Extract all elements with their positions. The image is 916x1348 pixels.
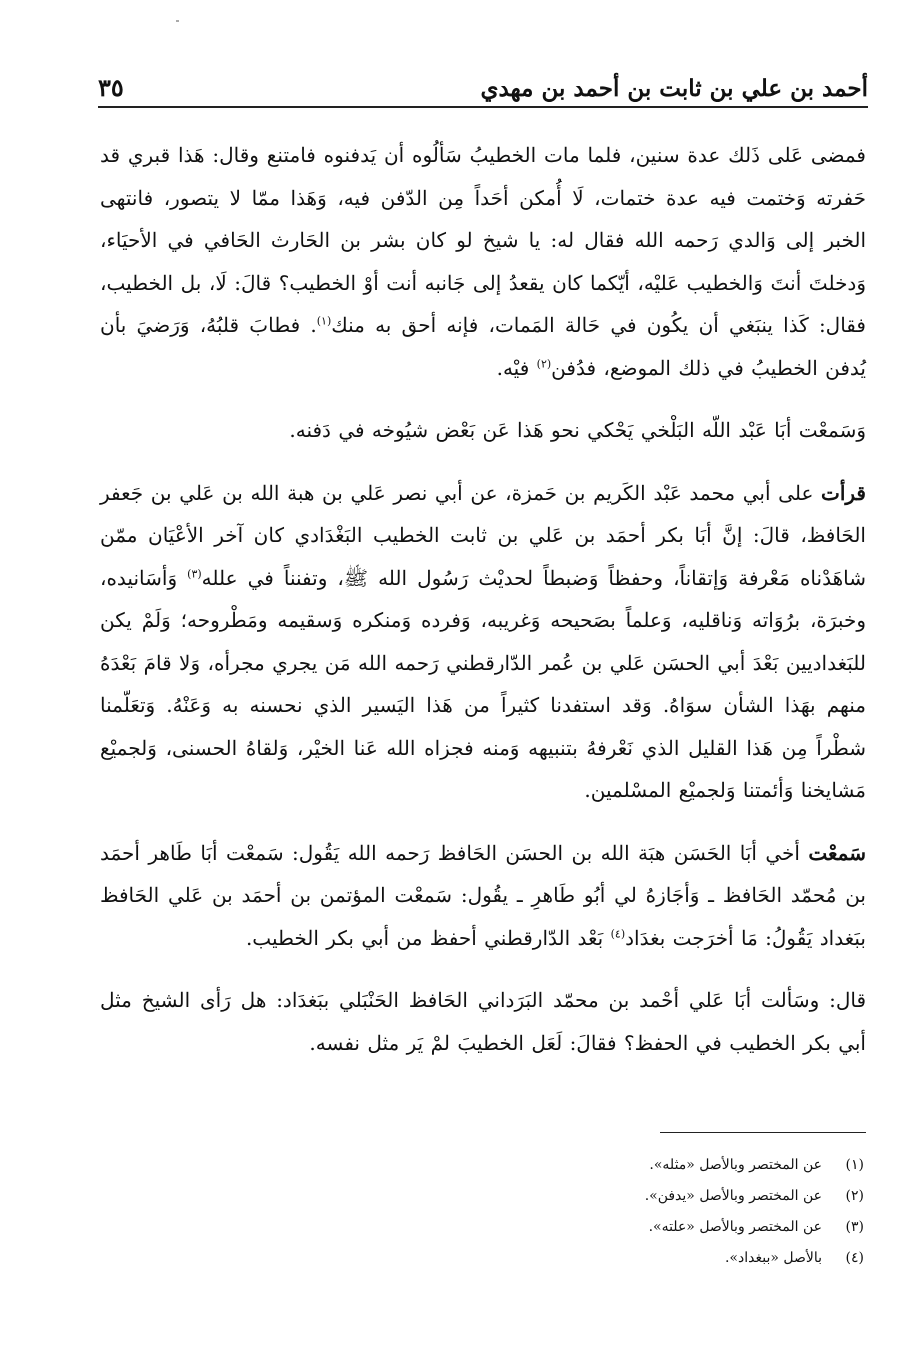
footnote-number: (٣) <box>845 1219 864 1235</box>
footnote-ref-4[interactable]: (٤) <box>610 926 626 940</box>
footnote-rule <box>660 1132 866 1133</box>
footnote-number: (١) <box>845 1157 864 1173</box>
paragraph-3 <box>100 472 866 812</box>
footnote-ref-1[interactable]: (١) <box>316 314 332 328</box>
footnote-1 <box>300 1150 864 1181</box>
footnote-text: عن المختصر وبالأصل «مثله». <box>649 1157 822 1173</box>
footnote-ref-3[interactable]: (٣) <box>187 566 202 580</box>
footnote-ref-2[interactable]: (٢) <box>536 356 552 370</box>
paragraph-text: أخي أبَا الحَسَن هبَة الله بن الحسَن الحَافظ رَحمه الله يَقُول: سَمعْت أبَا طَاهر أحمَد بن مُحمّد الحَافظ ـ وَأجَازهُ لي أبُو طَاهرِ ـ يقُول: سَمعْت المؤتمن بن أحمَد بن عَلي الحَافظ ببَغداد يَقُولُ: مَا أخرَجت بغدَاد <box>100 840 866 950</box>
running-title: أحمد بن علي بن ثابت بن أحمد بن مهدي <box>480 75 868 102</box>
paragraph-text: فمضى عَلى ذَلك عدة سنين، فلما مات الخطيبُ سَألُوه أن يَدفنوه فامتنع وقال: هَذا قبري قد حَفرته وَختمت فيه عدة ختمات، لَا أُمكن أحَداً مِن الدّفن فيه، وَهَذا ممّا لا يتصور، فانتهى الخبر إلى وَالدي رَحمه الله فقال له: يا شيخ لو كان بشر بن الحَارث الحَافي في الأحيَاء، وَدخلتَ أنتَ وَالخطيب عَليْه، أيّكما كان يقعدُ إلى جَانبه أنت أوْ الخطيب؟ قالَ: لَا، بل الخطيب، فقال: كَذا ينبَغي أن يكُون في حَالة المَمات، فإنه أحق به منك <box>100 143 866 337</box>
footnote-text: عن المختصر وبالأصل «علته». <box>648 1219 822 1235</box>
footnote-number: (٤) <box>845 1250 864 1266</box>
paragraph-text: وَأسَانيده، وخبرَة، برُوَاته وَناقليه، وَعلماً بصَحيحه وَغريبه، وَفرده وَمنكره وَسقيمه ومَطْروحه؛ وَلَمْ يكن للبَغداديين بَعْدَ أبي الحسَن عَلي بن عُمر الدّارقطني رَحمه الله مَن يجري مجرأه، وَلا قامَ بَعْدَهُ منهم بهَذا الشأن سوَاهُ. وَقد استفدنا كثيراً من هَذا اليَسير الذي نحسنه به وَعَنْهُ. وَتعَلّمنا شطْراً مِن هَذا القليل الذي نَعْرفهُ بتنبيهه وَمنه فجزاه الله عَنا الخيْر، وَلقاهُ الحسنى، وَلجميْع مَشايخنا وَأئمتنا وَلجميْع المسْلمين. <box>100 565 866 802</box>
main-text <box>100 134 866 1084</box>
footnote-2 <box>300 1181 864 1212</box>
footnote-4 <box>300 1243 864 1274</box>
scan-mark <box>176 20 179 22</box>
header-rule <box>98 106 868 108</box>
paragraph-text: وَسَمعْت أبَا عَبْد اللّه البَلْخي يَحْكي نحو هَذا عَن بَعْض شيُوخه في دَفنه. <box>289 418 866 442</box>
paragraph-text: . فطابَ قلبُهُ، وَرَضيَ بأن يُدفن الخطيبُ في ذلك الموضع، فدُفن <box>100 313 866 380</box>
paragraph-text: فيْه. <box>496 355 537 380</box>
paragraph-text: بَعْد الدّارقطني أحفظ من أبي بكر الخطيب. <box>245 925 611 950</box>
page-header <box>98 58 868 102</box>
paragraph-2 <box>100 409 866 452</box>
paragraph-text: على أبي محمد عَبْد الكَريم بن حَمزة، عن أبي نصر عَلي بن هبة الله بن عَلي بن جَعفر الحَافظ، قالَ: إنَّ أبَا بكر أحمَد بن عَلي بن ثابت الخطيب البَغْدَادي كان آخر الأعْيَان ممّن شاهَدْناه مَعْرفة وَإتقاناً، وحفظاً وَضبطاً لحديْث رَسُول الله ﷺ، وتفنناً في علله <box>100 480 866 590</box>
footnote-number: (٢) <box>845 1188 864 1204</box>
footnote-text: عن المختصر وبالأصل «يدفن». <box>644 1188 822 1204</box>
paragraph-5 <box>100 979 866 1064</box>
footnote-text: بالأصل «ببغداد». <box>724 1250 822 1266</box>
footnote-3 <box>300 1212 864 1243</box>
page-number: ٣٥ <box>98 73 124 102</box>
paragraph-lead-word: قرأت <box>821 480 866 505</box>
paragraph-text: قال: وسَألت أبَا عَلي أحْمد بن محمّد البَرَداني الحَافظ الحَنْبَلي ببَغدَاد: هل رَأى الشيخ مثل أبي بكر الخطيب في الحفظ؟ فقالَ: لَعَل الخطيبَ لمْ يَر مثل نفسه. <box>100 988 866 1055</box>
footnotes <box>300 1150 864 1274</box>
paragraph-lead-word: سَمعْت <box>808 840 866 865</box>
paragraph-1 <box>100 134 866 389</box>
paragraph-4 <box>100 832 866 960</box>
